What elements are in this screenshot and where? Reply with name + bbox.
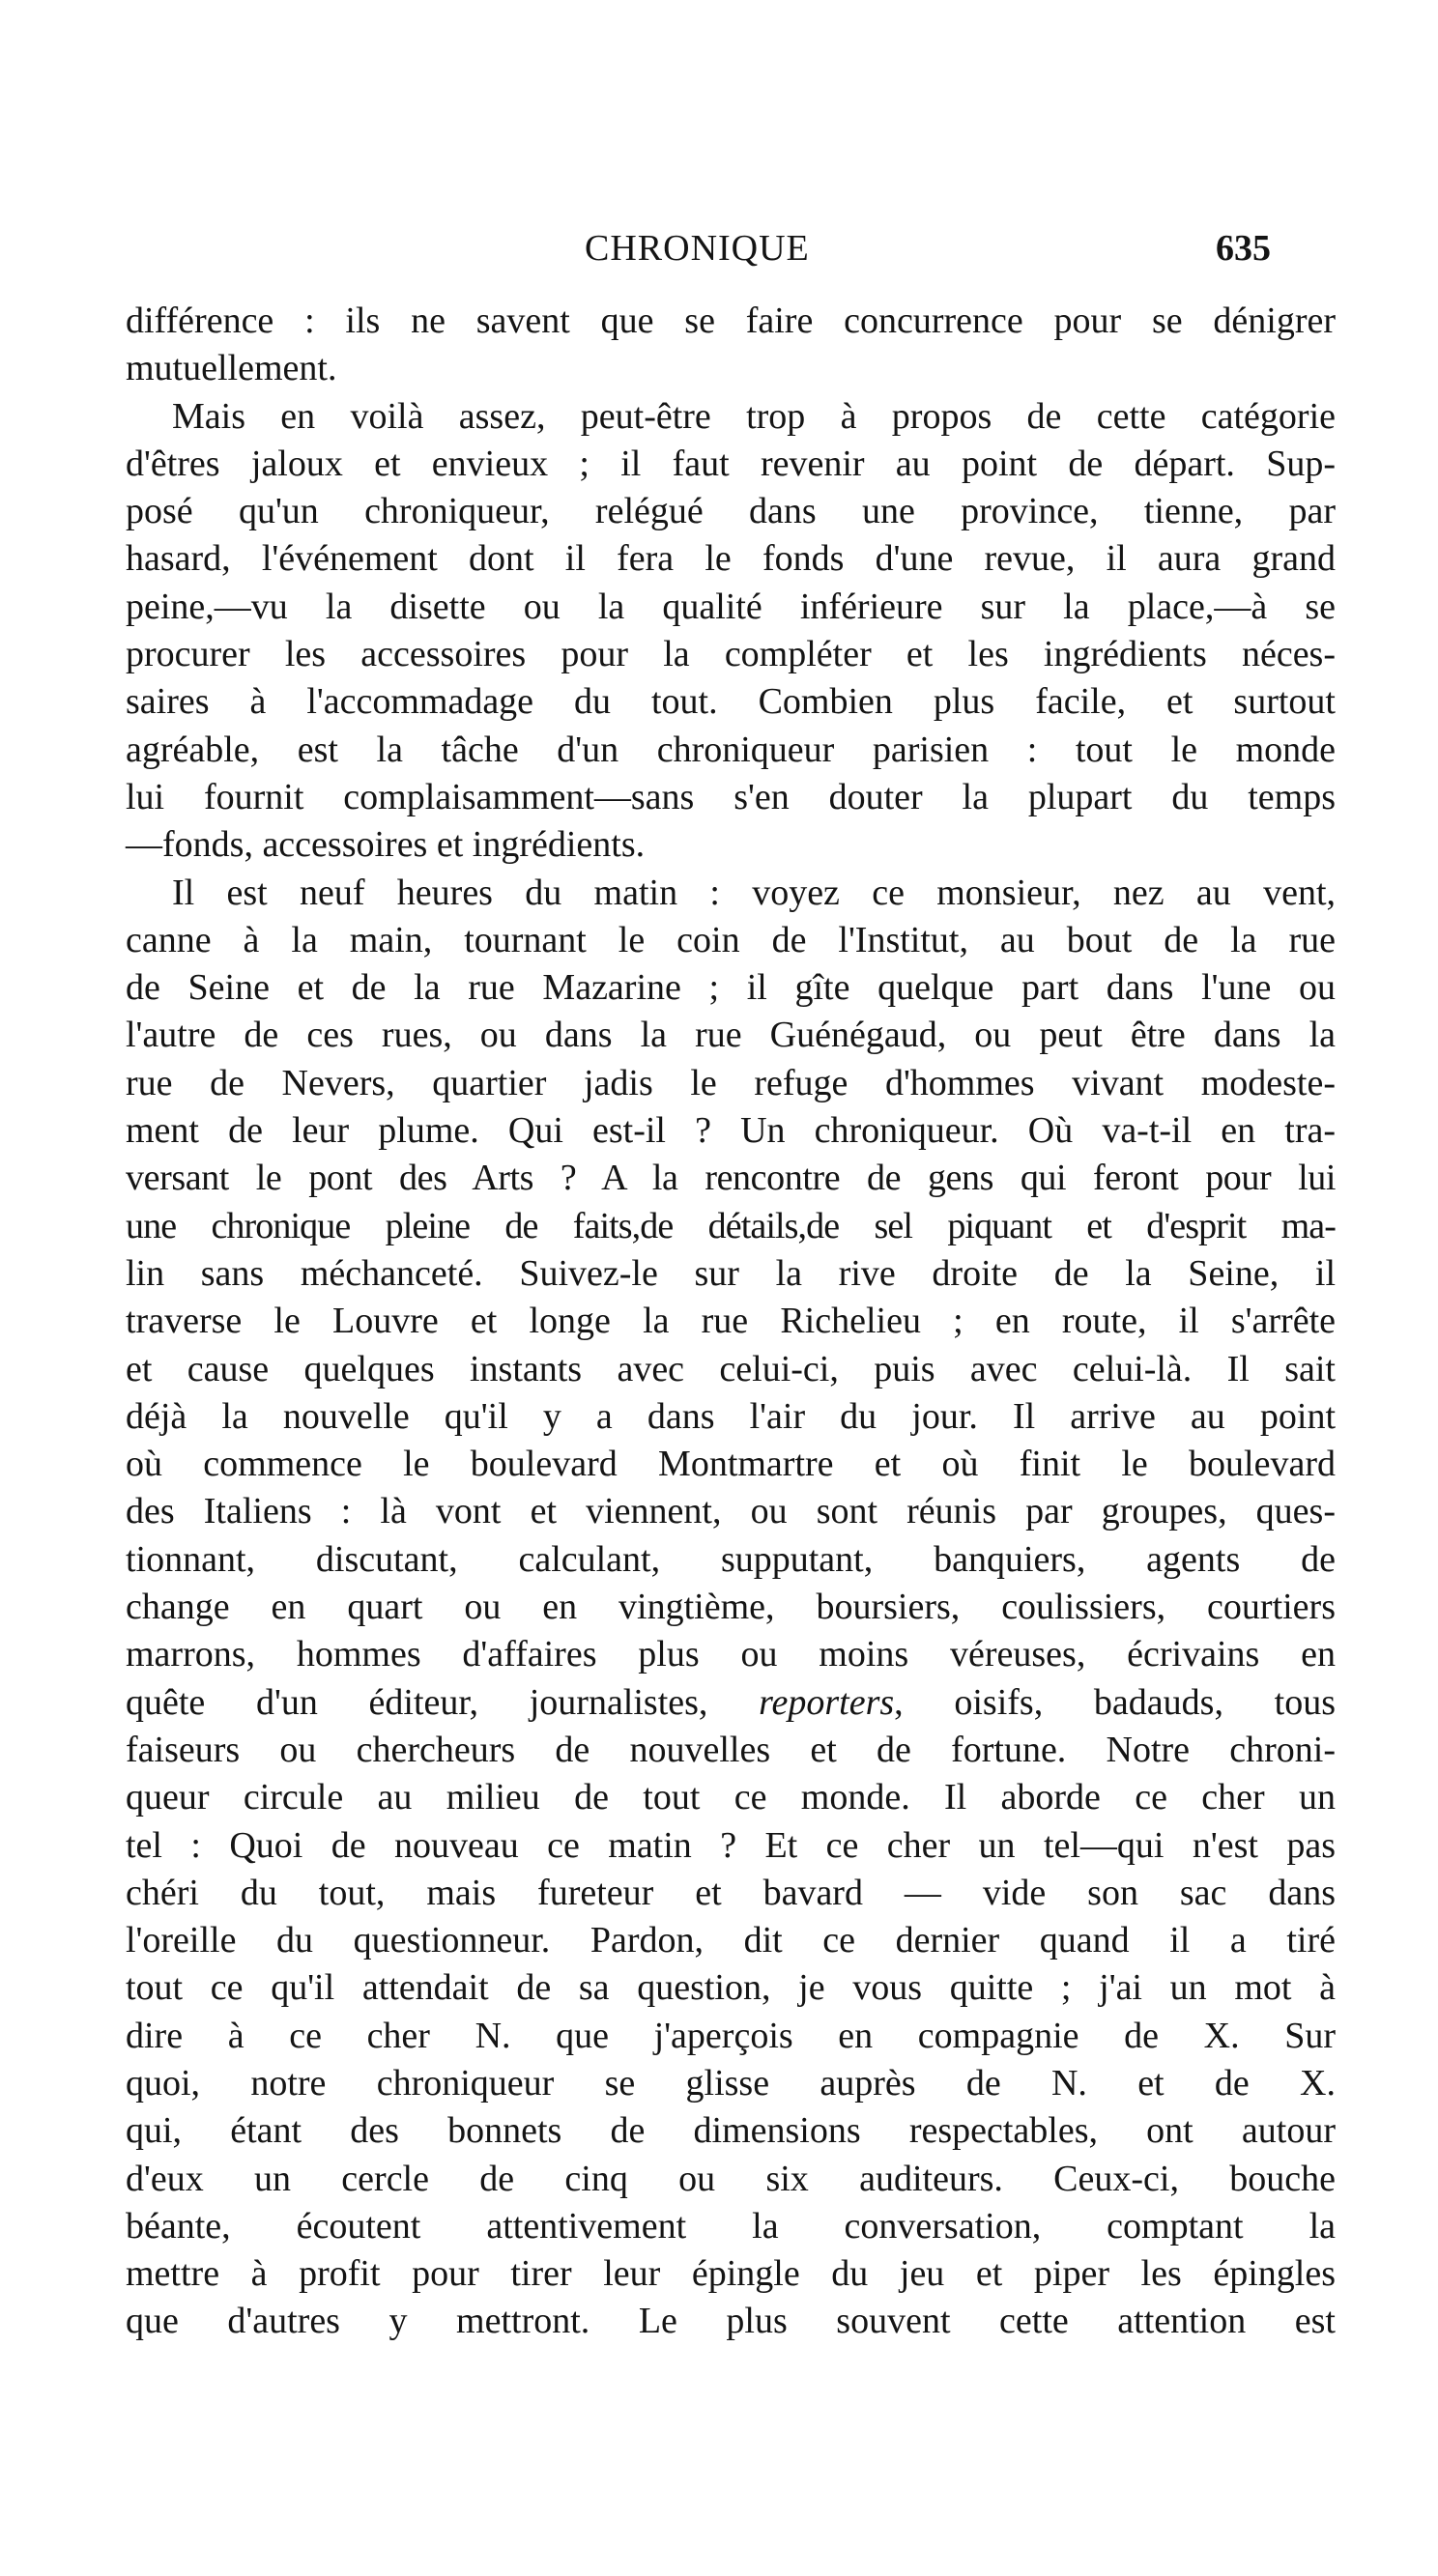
- text-line: canne à la main, tournant le coin de l'Institut, au bout de la rue: [126, 919, 1336, 960]
- text-line: ment de leur plume. Qui est-il ? Un chroniqueur. Où va-t-il en tra-: [126, 1110, 1336, 1152]
- text-segment: quête d'un éditeur, journalistes,: [126, 1681, 708, 1723]
- text-line: chéri du tout, mais fureteur et bavard — vide son sac dans: [126, 1872, 1336, 1913]
- body-text: [126, 298, 1336, 2346]
- text-line: mutuellement.: [126, 348, 337, 389]
- text-line: lin sans méchanceté. Suivez-le sur la rive droite de la Seine, il: [126, 1252, 1336, 1294]
- text-line: de Seine et de la rue Mazarine ; il gîte quelque part dans l'une ou: [126, 967, 1336, 1009]
- text-line: tout ce qu'il attendait de sa question, je vous quitte ; j'ai un mot à: [126, 1967, 1336, 2009]
- text-line: déjà la nouvelle qu'il y a dans l'air du jour. Il arrive au point: [126, 1395, 1336, 1437]
- text-line: des Italiens : là vont et viennent, ou sont réunis par groupes, ques-: [126, 1491, 1336, 1532]
- text-line: —fonds, accessoires et ingrédients.: [126, 824, 646, 866]
- paragraph-first-line: Il est neuf heures du matin : voyez ce monsieur, nez au vent,: [172, 872, 1336, 913]
- page-number: 635: [1216, 228, 1271, 269]
- text-line-with-italic: [126, 1679, 1336, 1727]
- text-line: d'êtres jaloux et envieux ; il faut revenir au point de départ. Sup-: [126, 443, 1336, 484]
- text-line: traverse le Louvre et longe la rue Richelieu ; en route, il s'arrête: [126, 1301, 1336, 1342]
- italic-word: reporters: [759, 1681, 895, 1723]
- text-line: marrons, hommes d'affaires plus ou moins véreuses, écrivains en: [126, 1634, 1336, 1675]
- paragraph-first-line: Mais en voilà assez, peut-être trop à propos de cette catégorie: [172, 395, 1336, 437]
- running-title: CHRONIQUE: [585, 228, 810, 269]
- text-line: change en quart ou en vingtième, boursiers, coulissiers, courtiers: [126, 1587, 1336, 1628]
- text-line: peine,—vu la disette ou la qualité inférieure sur la place,—à se: [126, 586, 1336, 627]
- text-line: l'oreille du questionneur. Pardon, dit ce dernier quand il a tiré: [126, 1920, 1336, 1961]
- text-line: posé qu'un chroniqueur, relégué dans une province, tienne, par: [126, 491, 1336, 532]
- text-line: que d'autres y mettront. Le plus souvent cette attention est: [126, 2301, 1336, 2342]
- text-line: faiseurs ou chercheurs de nouvelles et de fortune. Notre chroni-: [126, 1729, 1336, 1770]
- text-line: rue de Nevers, quartier jadis le refuge d'hommes vivant modeste-: [126, 1062, 1336, 1103]
- text-line: quoi, notre chroniqueur se glisse auprès de N. et de X.: [126, 2062, 1336, 2104]
- text-line: où commence le boulevard Montmartre et où finit le boulevard: [126, 1444, 1336, 1485]
- running-head: [126, 224, 1334, 272]
- text-line: différence : ils ne savent que se faire concurrence pour se dénigrer: [126, 301, 1336, 341]
- text-line: l'autre de ces rues, ou dans la rue Guénégaud, ou peut être dans la: [126, 1015, 1336, 1056]
- text-line: d'eux un cercle de cinq ou six auditeurs. Ceux-ci, bouche: [126, 2158, 1336, 2199]
- text-line: qui, étant des bonnets de dimensions respectables, ont autour: [126, 2110, 1336, 2152]
- text-line: versant le pont des Arts ? A la rencontre de gens qui feront pour lui: [126, 1158, 1336, 1199]
- text-segment: , oisifs, badauds, tous: [894, 1681, 1336, 1723]
- text-line: queur circule au milieu de tout ce monde. Il aborde ce cher un: [126, 1777, 1336, 1818]
- text-line: procurer les accessoires pour la compléter et les ingrédients néces-: [126, 634, 1336, 675]
- text-line: et cause quelques instants avec celui-ci, puis avec celui-là. Il sait: [126, 1348, 1336, 1389]
- text-line: lui fournit complaisamment—sans s'en douter la plupart du temps: [126, 776, 1336, 817]
- text-line: mettre à profit pour tirer leur épingle du jeu et piper les épingles: [126, 2253, 1336, 2295]
- text-line: saires à l'accommadage du tout. Combien plus facile, et surtout: [126, 681, 1336, 723]
- text-line: béante, écoutent attentivement la conversation, comptant la: [126, 2205, 1336, 2247]
- text-line: agréable, est la tâche d'un chroniqueur parisien : tout le monde: [126, 729, 1336, 770]
- text-line: tionnant, discutant, calculant, supputant, banquiers, agents de: [126, 1538, 1336, 1580]
- text-line: tel : Quoi de nouveau ce matin ? Et ce cher un tel—qui n'est pas: [126, 1824, 1336, 1866]
- text-line: une chronique pleine de faits,de détails,de sel piquant et d'esprit ma-: [126, 1205, 1336, 1246]
- text-line: dire à ce cher N. que j'aperçois en compagnie de X. Sur: [126, 2015, 1336, 2056]
- text-line: hasard, l'événement dont il fera le fonds d'une revue, il aura grand: [126, 538, 1336, 580]
